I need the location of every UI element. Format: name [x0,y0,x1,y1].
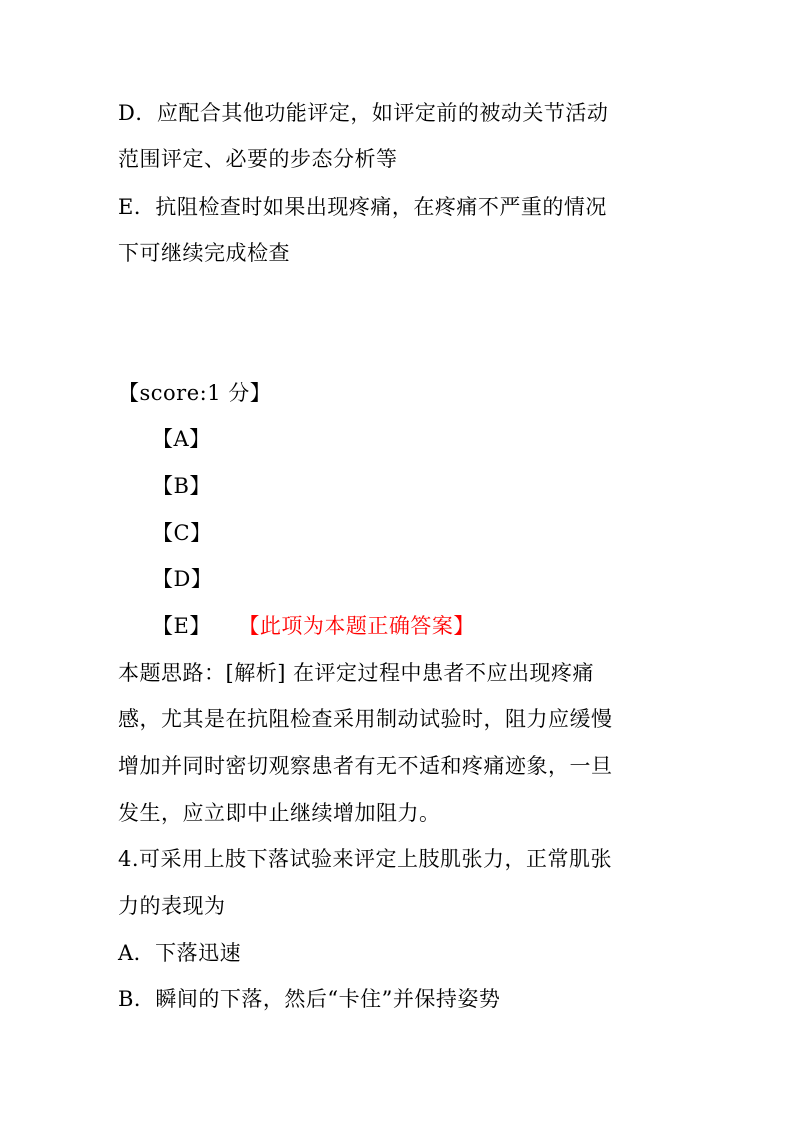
correct-answer-label: 【此项为本题正确答案】 [248,614,475,638]
choice-c: 【C】 [152,521,212,545]
explanation-line-3: 增加并同时密切观察患者有无不适和疼痛迹象，一旦 [118,754,613,778]
choice-a: 【A】 [152,427,211,451]
option-e-line-1: E．抗阻检查时如果出现疼痛，在疼痛不严重的情况 [118,195,607,219]
explanation-line-2: 感，尤其是在抗阻检查采用制动试验时，阻力应缓慢 [118,707,613,731]
choice-e-row [152,611,475,641]
question-4-option-b: B．瞬间的下落，然后“卡住”并保持姿势 [118,987,501,1011]
option-e-line-2: 下可继续完成检查 [118,241,290,265]
choice-b: 【B】 [152,474,211,498]
question-4-stem-line-1: 4.可采用上肢下落试验来评定上肢肌张力，正常肌张 [118,847,613,871]
question-4-option-a: A．下落迅速 [118,941,242,965]
question-4-stem-line-2: 力的表现为 [118,894,226,918]
option-d-line-1: D．应配合其他功能评定，如评定前的被动关节活动 [118,101,609,125]
choice-d: 【D】 [152,567,213,591]
explanation-line-1: 本题思路：[解析] 在评定过程中患者不应出现疼痛 [118,661,595,685]
choice-e: 【E】 [152,614,211,638]
option-d-line-2: 范围评定、必要的步态分析等 [118,147,398,171]
score-label: 【score:1 分】 [118,381,272,405]
explanation-line-4: 发生，应立即中止继续增加阻力。 [118,801,441,825]
